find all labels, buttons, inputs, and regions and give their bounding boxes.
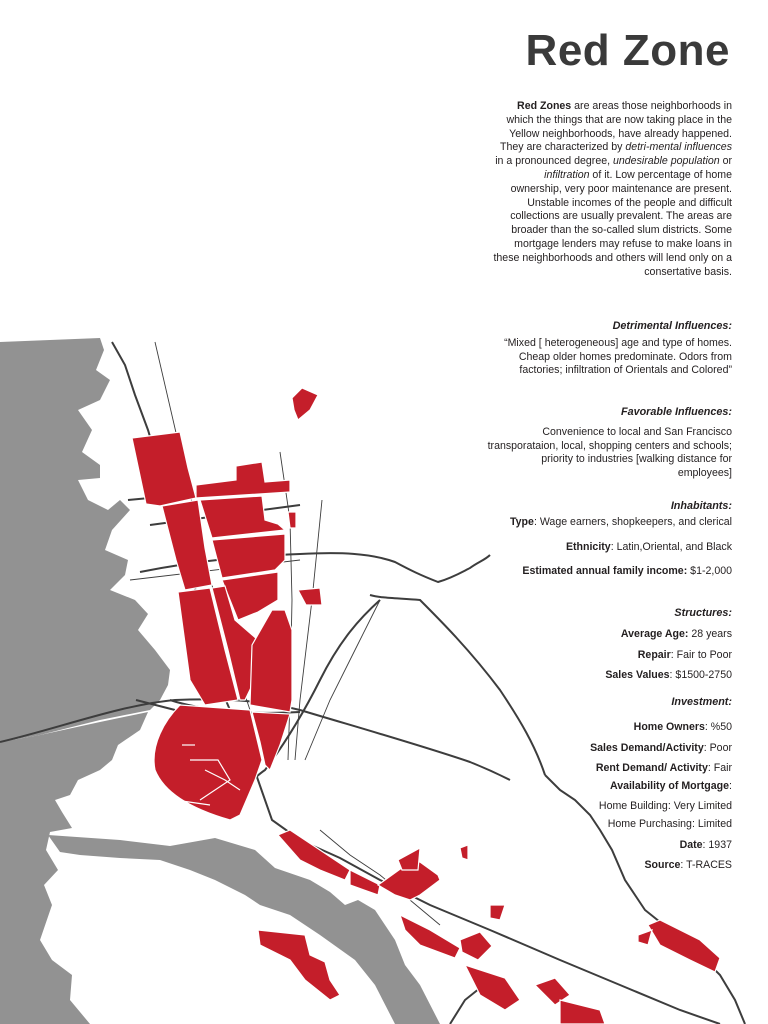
intro-lead: Red Zones bbox=[517, 100, 572, 112]
intro-italic-3: infiltration bbox=[544, 168, 590, 181]
structures-age bbox=[487, 628, 732, 642]
favorable-heading: Favorable Influences: bbox=[620, 406, 732, 418]
investment-date bbox=[487, 839, 732, 853]
rent-demand-value: : Fair bbox=[707, 762, 732, 775]
mortgage-value: : bbox=[729, 780, 732, 793]
structures-repair bbox=[487, 649, 732, 663]
intro-text-4: of it. Low percentage of home ownership, very poor maintenance are present. Unstable incomes of the people and difficult collections are usually prevalent. The areas are broader than the so-called slum districts. Some mortgage lenders may refuse to make loans in these neighborhoods and others will lend only on a consertative basis. bbox=[493, 168, 732, 278]
age-label: Average Age: bbox=[620, 627, 689, 640]
intro-paragraph bbox=[492, 100, 732, 279]
inhabitants-income bbox=[487, 565, 732, 579]
page-title: Red Zone bbox=[525, 26, 730, 75]
inhabitants-heading: Inhabitants: bbox=[670, 500, 732, 512]
structures-sales bbox=[487, 669, 732, 683]
type-value: : Wage earners, shopkeepers, and clerical bbox=[533, 515, 732, 528]
ethnicity-label: Ethnicity bbox=[565, 540, 611, 553]
mortgage-label: Availability of Mortgage bbox=[609, 780, 730, 793]
investment-source bbox=[487, 859, 732, 873]
inhabitants-type bbox=[487, 516, 732, 530]
investment-mortgage bbox=[487, 780, 732, 794]
sales-value: : $1500-2750 bbox=[669, 669, 732, 682]
ethnicity-value: : Latin,Oriental, and Black bbox=[610, 540, 732, 553]
investment-sales-demand bbox=[487, 742, 732, 756]
income-value: $1-2,000 bbox=[687, 565, 732, 578]
source-value: : T-RACES bbox=[680, 859, 732, 872]
sales-demand-value: : Poor bbox=[703, 741, 732, 754]
intro-italic-2: undesirable population bbox=[613, 155, 720, 168]
investment-purchasing: Home Purchasing: Limited bbox=[607, 817, 732, 830]
age-value: 28 years bbox=[688, 627, 732, 640]
intro-italic-1: detri-mental influences bbox=[625, 141, 732, 154]
intro-text-3: or bbox=[719, 155, 732, 168]
investment-heading: Investment: bbox=[671, 696, 732, 708]
owners-label: Home Owners bbox=[633, 720, 705, 733]
favorable-text: Convenience to local and San Francisco transporataion, local, shopping centers and schools; priority to industries [walking distance for employees] bbox=[487, 425, 732, 480]
structures-section bbox=[487, 607, 732, 683]
sales-label: Sales Values bbox=[605, 669, 670, 682]
source-label: Source bbox=[644, 859, 681, 872]
intro-text-1: are areas those neighborhoods in which the things that are now taking place in the Yellow neighborhoods, have already happened. They are characterized by bbox=[499, 100, 732, 154]
type-label: Type bbox=[509, 515, 534, 528]
investment-rent-demand bbox=[487, 762, 732, 776]
favorable-section bbox=[487, 406, 732, 481]
date-value: : 1937 bbox=[702, 838, 732, 851]
income-label: Estimated annual family income: bbox=[522, 565, 688, 578]
investment-building: Home Building: Very Limited bbox=[598, 799, 732, 812]
inhabitants-ethnicity bbox=[487, 541, 732, 555]
detrimental-text: “Mixed [ heterogeneous] age and type of homes. Cheap older homes predominate. Odors from factories; infiltration of Orientals and Colored” bbox=[504, 336, 732, 377]
investment-section bbox=[487, 696, 732, 873]
repair-label: Repair bbox=[637, 648, 671, 661]
inhabitants-section bbox=[487, 500, 732, 579]
detrimental-heading: Detrimental Influences: bbox=[612, 320, 732, 332]
intro-text-2: in a pronounced degree, bbox=[495, 155, 613, 168]
repair-value: : Fair to Poor bbox=[670, 648, 732, 661]
sales-demand-label: Sales Demand/Activity bbox=[590, 741, 704, 754]
investment-owners bbox=[487, 721, 732, 735]
detrimental-section bbox=[487, 320, 732, 378]
owners-value: : %50 bbox=[704, 720, 732, 733]
rent-demand-label: Rent Demand/ Activity bbox=[595, 762, 708, 775]
date-label: Date bbox=[679, 838, 703, 851]
structures-heading: Structures: bbox=[674, 607, 732, 619]
